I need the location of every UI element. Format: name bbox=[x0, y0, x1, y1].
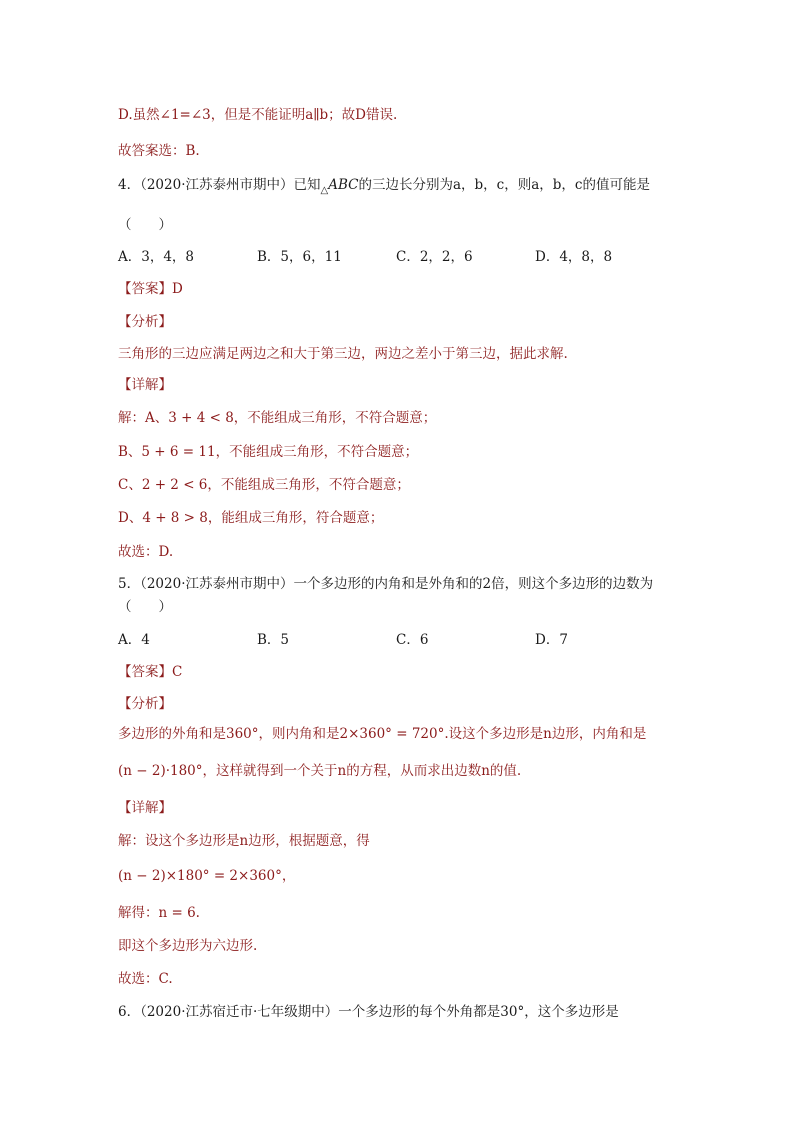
q5-option-c: C．6 bbox=[396, 632, 429, 648]
triangle-abc: ABC bbox=[328, 177, 359, 193]
q4-step-3: C、2 + 2 < 6，不能组成三角形，不符合题意； bbox=[118, 477, 410, 493]
q5-step-1: 解：设这个多边形是n边形，根据题意，得 bbox=[118, 833, 370, 849]
q5-analysis-heading: 【分析】 bbox=[118, 696, 172, 712]
question-5: 5．（2020·江苏泰州市期中）一个多边形的内角和是外角和的2倍，则这个多边形的边数为 bbox=[118, 576, 654, 592]
q4-option-d: D．4，8，8 bbox=[535, 249, 613, 265]
q4-option-b: B．5，6，11 bbox=[257, 249, 342, 265]
q5-option-b: B．5 bbox=[257, 632, 290, 648]
q5-analysis-line-2: (n − 2)·180°，这样就得到一个关于n的方程，从而求出边数n的值. bbox=[118, 763, 522, 779]
q4-suffix: 的三边长分别为a，b，c，则a，b，c的值可能是 bbox=[358, 177, 650, 193]
q4-analysis-heading: 【分析】 bbox=[118, 314, 172, 330]
q4-answer: 【答案】D bbox=[118, 281, 183, 297]
q4-conclusion: 故选：D. bbox=[118, 544, 174, 560]
q4-step-2: B、5 + 6 = 11，不能组成三角形，不符合题意； bbox=[118, 444, 419, 460]
question-4 bbox=[118, 176, 650, 196]
q4-paren: （ ） bbox=[118, 217, 172, 233]
question-6: 6．（2020·江苏宿迁市·七年级期中）一个多边形的每个外角都是30°，这个多边形是 bbox=[118, 1004, 619, 1020]
q5-answer: 【答案】C bbox=[118, 664, 183, 680]
q4-prefix: 4．（2020·江苏泰州市期中）已知 bbox=[118, 177, 321, 193]
q5-step-3: 解得：n = 6. bbox=[118, 905, 200, 921]
triangle-symbol: △ bbox=[320, 185, 329, 196]
q4-analysis-text: 三角形的三边应满足两边之和大于第三边，两边之差小于第三边，据此求解. bbox=[118, 346, 568, 362]
text-line: 故答案选：B. bbox=[118, 143, 200, 159]
q5-paren: （ ） bbox=[118, 599, 172, 615]
q5-analysis-line-1: 多边形的外角和是360°，则内角和是2×360° = 720°.设这个多边形是n边形，内角和是 bbox=[118, 726, 647, 742]
q5-step-4: 即这个多边形为六边形. bbox=[118, 938, 258, 954]
text-line: D.虽然∠1=∠3，但是不能证明a∥b；故D错误. bbox=[118, 107, 398, 123]
q4-option-c: C．2，2，6 bbox=[396, 249, 473, 265]
q4-option-a: A．3，4，8 bbox=[118, 249, 195, 265]
q5-detail-heading: 【详解】 bbox=[118, 800, 172, 816]
q4-step-4: D、4 + 8 > 8，能组成三角形，符合题意； bbox=[118, 510, 384, 526]
q5-step-2: (n − 2)×180° = 2×360°， bbox=[118, 868, 296, 884]
q5-conclusion: 故选：C. bbox=[118, 971, 173, 987]
q4-step-1: 解：A、3 + 4 < 8，不能组成三角形，不符合题意； bbox=[118, 410, 437, 426]
q4-detail-heading: 【详解】 bbox=[118, 377, 172, 393]
q5-option-a: A．4 bbox=[118, 632, 150, 648]
q5-option-d: D．7 bbox=[535, 632, 568, 648]
